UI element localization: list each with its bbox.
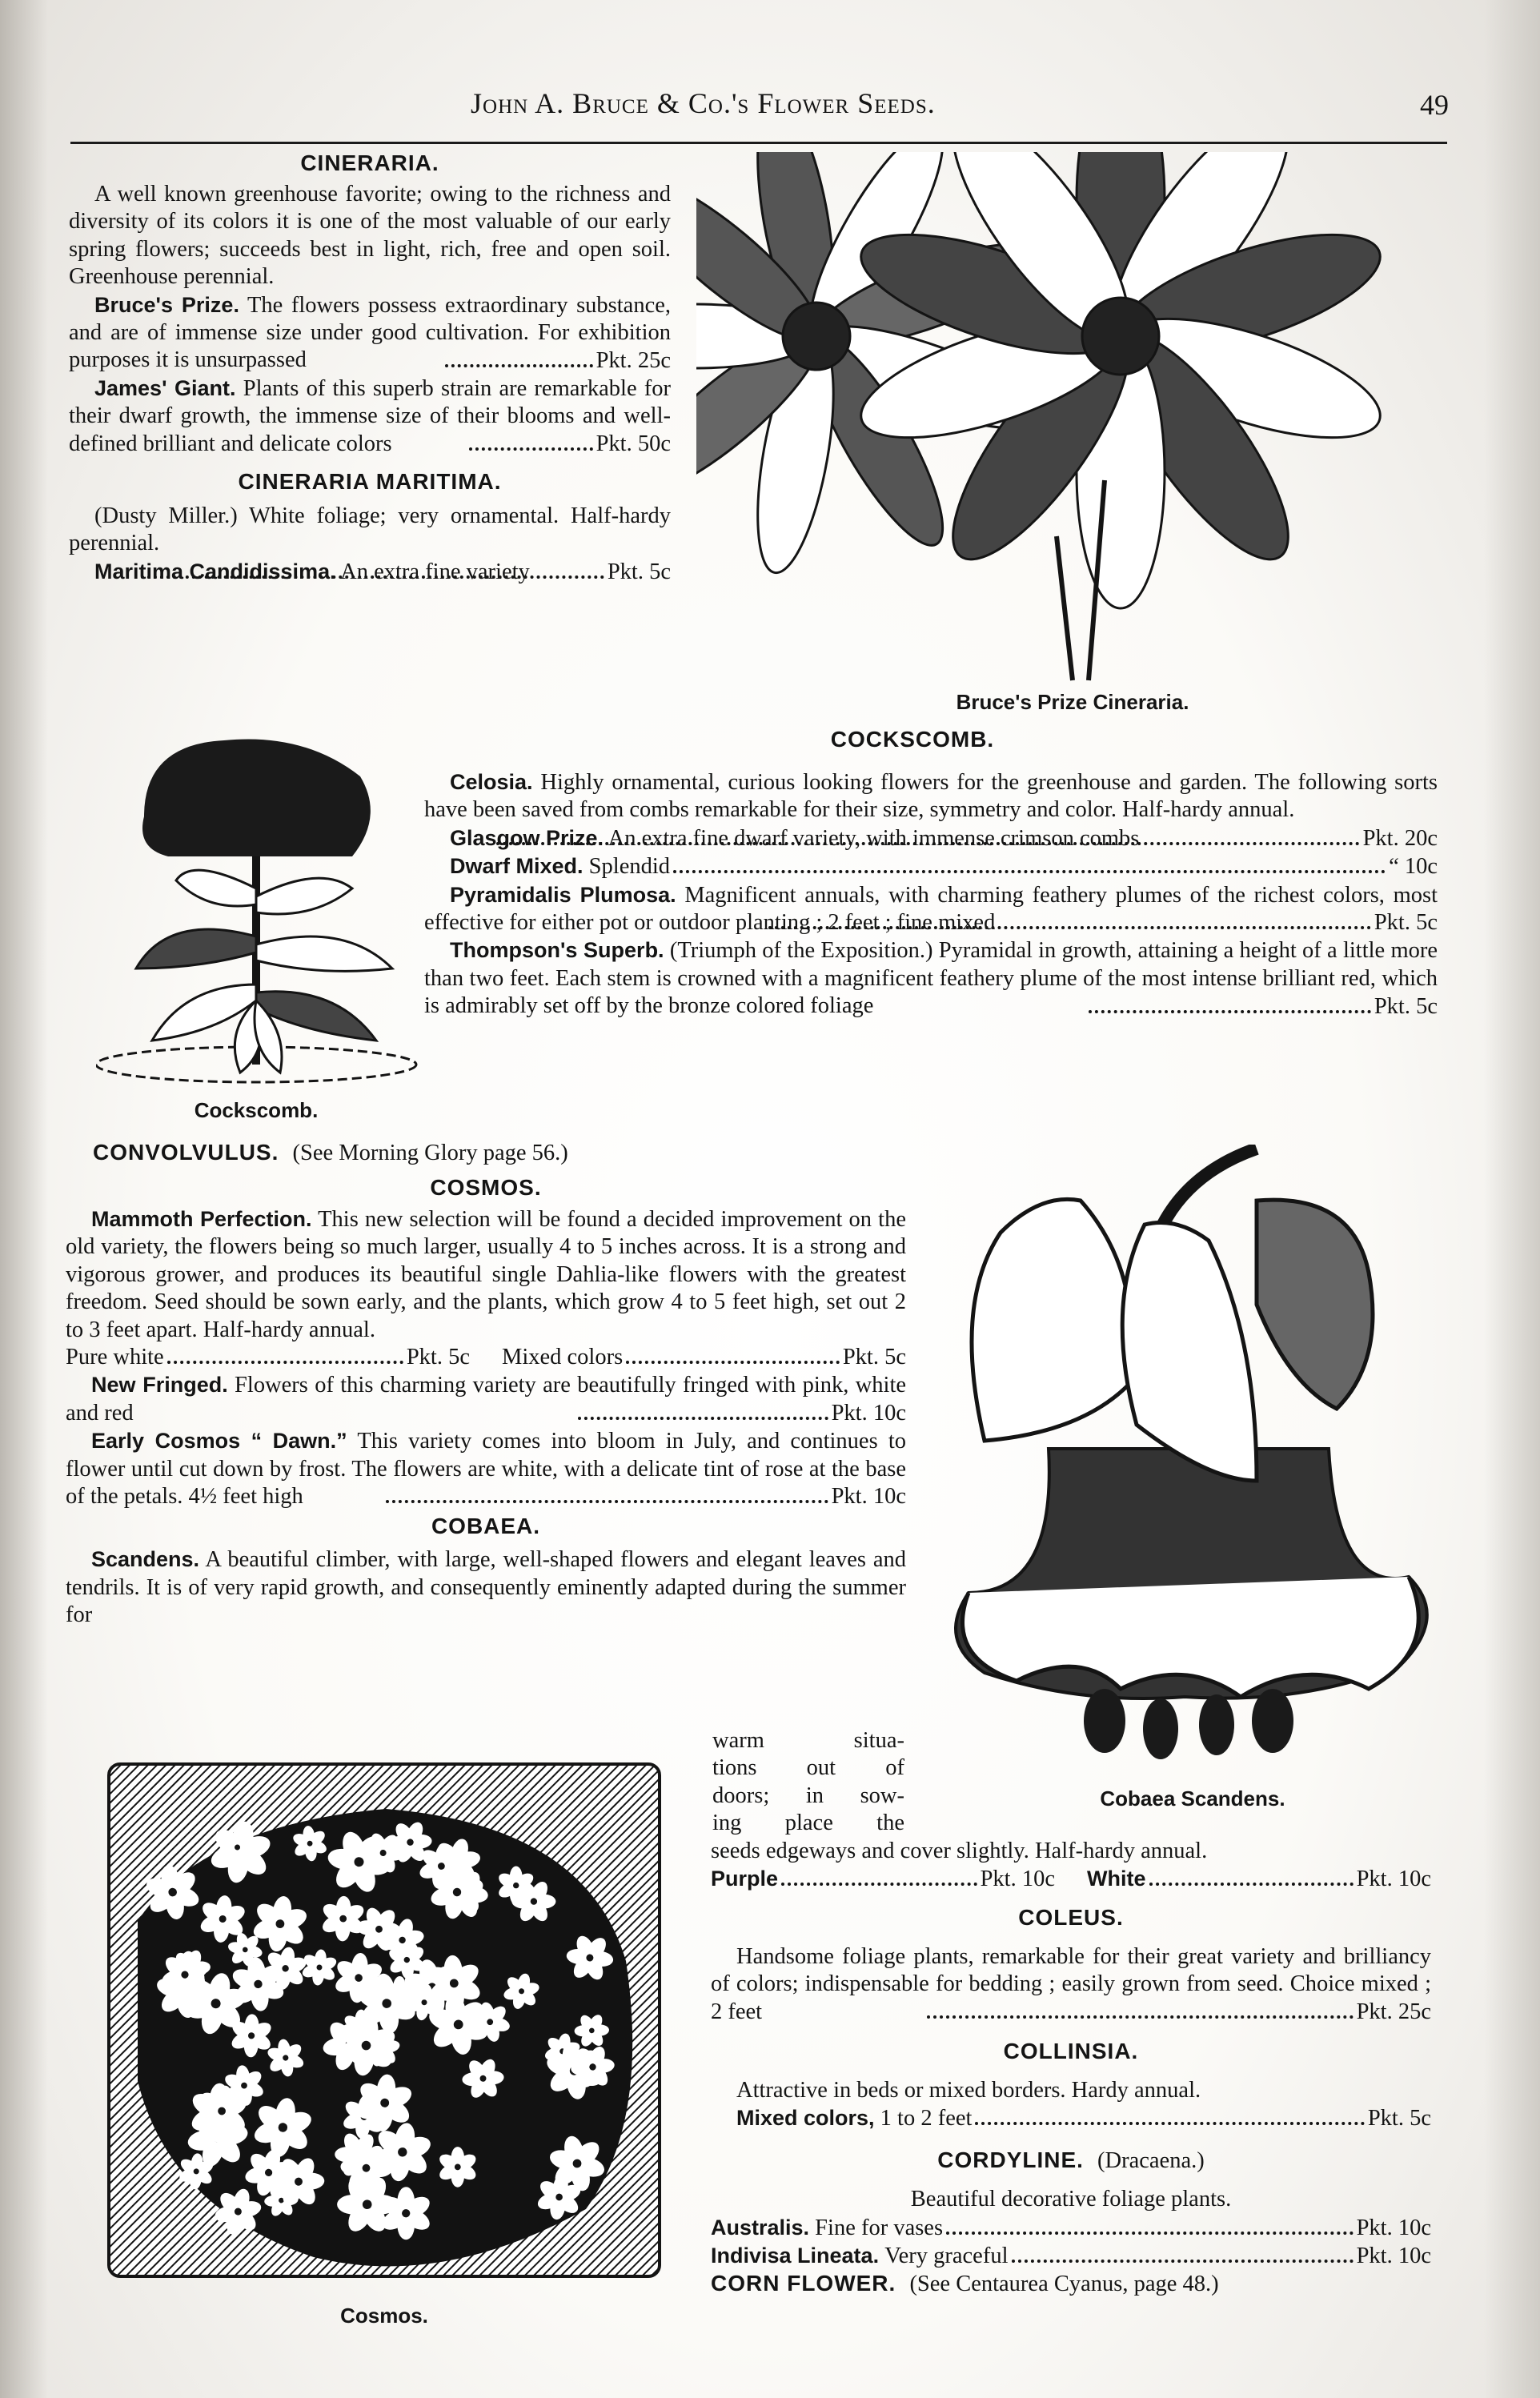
section-heading: COBAEA.: [431, 1514, 541, 1539]
leader-dots: [445, 364, 593, 367]
running-title: John A. Bruce & Co.'s Flower Seeds.: [471, 87, 936, 119]
cross-reference: (See Centaurea Cyanus, page 48.): [909, 2272, 1219, 2297]
cobaea-continuation: [711, 1838, 1431, 2299]
section-heading: CONVOLVULUS.: [93, 1140, 279, 1165]
price: Pkt. 25c: [1356, 1999, 1431, 2025]
cosmos-caption: Cosmos.: [340, 2304, 428, 2328]
price: Pkt. 5c: [1374, 993, 1438, 1019]
section-text: Beautiful decorative foliage plants.: [910, 2187, 1232, 2212]
color-option: [1087, 1865, 1431, 1893]
leader-dots: [927, 2015, 1354, 2019]
variety-description: This variety comes into bloom in July, and continues to flower until cut down by frost. The flowers are white, with a delicate tint of rose at the base of the petals. 4½ feet high: [66, 1429, 906, 1510]
variety-entry: [711, 2104, 1431, 2132]
variety-description: 1 to 2 feet: [880, 2106, 973, 2131]
section-cineraria: [69, 150, 671, 586]
variety-name: Scandens.: [91, 1547, 200, 1572]
cobaea-illustration: [920, 1145, 1457, 1761]
section-corn-flower: [711, 2270, 1431, 2298]
leader-dots: [673, 870, 1386, 873]
variety-description: A beautiful climber, with large, well-shaped flowers and elegant leaves and tendrils. It is of very rapid growth, and consequently eminently adapted during the summer for: [66, 1547, 906, 1628]
variety-name: James' Giant.: [94, 375, 236, 400]
section-heading: CORN FLOWER.: [711, 2271, 896, 2296]
variety-entry: [711, 2214, 1431, 2242]
leader-dots: [496, 842, 1360, 845]
variety-name: Thompson's Superb.: [450, 938, 664, 963]
color-option: [502, 1344, 906, 1371]
variety-name: New Fringed.: [91, 1373, 228, 1397]
leader-dots: [626, 1361, 840, 1364]
variety-name: Indivisa Lineata.: [711, 2244, 880, 2268]
variety-description: (Triumph of the Exposition.) Pyramidal in growth, attaining a height of a little more than two feet. Each stem is crowned with a magnificent feathery plume of the most intense brilliant red, which is admirably set off by the bronze colored foliage: [424, 938, 1438, 1019]
section-heading: CINERARIA MARITIMA.: [238, 469, 502, 495]
variety-name: Mixed colors,: [736, 2106, 875, 2131]
color-option: [711, 1865, 1055, 1893]
leader-dots: [469, 447, 593, 451]
leader-dots: [768, 926, 1371, 929]
variety-name: Glasgow Prize.: [450, 825, 604, 850]
variety-description: Magnificent annuals, with charming feathery plumes of the richest colors, most effective for either pot or outdoor planting ; 2 feet ; fine mixed: [424, 882, 1438, 936]
cosmos-illustration: [106, 1761, 666, 2289]
leader-dots: [946, 2232, 1354, 2235]
variety-entry: [711, 2242, 1431, 2270]
price: Pkt. 5c: [1367, 2106, 1431, 2131]
price: Pkt. 50c: [596, 431, 671, 457]
variety-name: Celosia.: [450, 770, 533, 794]
leader-dots: [141, 575, 604, 579]
page-number: 49: [1420, 89, 1449, 121]
section-heading: COSMOS.: [430, 1175, 542, 1200]
variety-entry: [66, 1546, 906, 1629]
cobaea-stamens: [1084, 1689, 1293, 1759]
variety-name: Mammoth Perfection.: [91, 1207, 312, 1231]
color-label: Purple: [711, 1867, 779, 1891]
variety-entry: [66, 1205, 906, 1344]
section-heading: CINERARIA.: [300, 150, 439, 175]
section-cosmos: [66, 1175, 906, 1630]
leader-dots: [386, 1500, 828, 1503]
leader-dots: [1012, 2260, 1354, 2263]
cineraria-illustration: [696, 152, 1441, 688]
color-label: Pure white: [66, 1345, 164, 1370]
price: Pkt. 10c: [831, 1401, 906, 1426]
variety-entry: [424, 852, 1438, 880]
price: Pkt. 5c: [1374, 910, 1438, 936]
variety-description: An extra fine variety: [340, 559, 530, 584]
color-label: Mixed colors: [502, 1345, 624, 1370]
section-intro: [424, 768, 1438, 824]
cineraria-caption: Bruce's Prize Cineraria.: [956, 690, 1189, 714]
variety-description: Very graceful: [884, 2244, 1009, 2269]
variety-name: Australis.: [711, 2215, 810, 2240]
cobaea-bracts: [972, 1199, 1373, 1481]
variety-description: The flowers possess extraordinary substance, and are of immense size under good cultivation. For exhibition purposes it is unsurpassed: [69, 292, 671, 373]
price: Pkt. 5c: [842, 1345, 906, 1370]
leader-dots: [1149, 1883, 1354, 1886]
price: Pkt. 10c: [980, 1867, 1055, 1892]
section-cockscomb: [424, 768, 1438, 1021]
color-option: [66, 1344, 470, 1371]
header-rule: [70, 142, 1447, 144]
color-price-row: [711, 1865, 1431, 1893]
leader-dots: [167, 1361, 403, 1364]
section-text: seeds edgeways and cover slightly. Half-hardy annual.: [711, 1839, 1208, 1863]
section-intro-text: Highly ornamental, curious looking flowers for the greenhouse and garden. The following sorts have been saved from combs remarkable for their size, symmetry and color. Half-hardy annual.: [424, 770, 1438, 823]
leader-dots: [781, 1883, 977, 1886]
section-text: Attractive in beds or mixed borders. Hardy annual.: [736, 2078, 1201, 2103]
variety-description: Flowers of this charming variety are beautifully fringed with pink, white and red: [66, 1373, 907, 1426]
section-heading: COLEUS.: [1018, 1904, 1124, 1930]
page-edge-shadow-right: [1484, 0, 1540, 2398]
price: Pkt. 10c: [1356, 2215, 1431, 2240]
variety-name: Dwarf Mixed.: [450, 854, 584, 879]
price: Pkt. 5c: [406, 1345, 470, 1370]
price: Pkt. 10c: [1356, 2244, 1431, 2269]
cobaea-narrow-text: [712, 1727, 904, 1838]
price: Pkt. 5c: [607, 559, 671, 585]
section-heading: COCKSCOMB.: [830, 727, 995, 752]
cobaea-caption: Cobaea Scandens.: [1100, 1786, 1285, 1811]
variety-description: Splendid: [588, 854, 671, 880]
section-text: Handsome foliage plants, remarkable for their great variety and brilliancy of colors; indispensable for bedding ; easily grown from seed. Choice mixed ; 2 feet: [711, 1943, 1431, 2024]
variety-description: This new selection will be found a decided improvement on the old variety, the flowers being so much larger, usually 4 to 5 inches across. It is a strong and vigorous grower, and produces its beautiful single Dahlia-like flowers with the greatest freedom. Seed should be sown early, and the plants, which grow 4 to 5 feet high, set out 2 to 3 feet apart. Half-hardy annual.: [66, 1207, 906, 1342]
cockscomb-bloom: [142, 739, 371, 856]
price: Pkt. 25c: [596, 347, 671, 373]
leader-dots: [1089, 1010, 1371, 1013]
price-row: [711, 1999, 1431, 2026]
section-heading: CORDYLINE.: [937, 2147, 1084, 2172]
cross-reference: (See Morning Glory page 56.): [292, 1141, 568, 1165]
text-line: tions out of: [712, 1755, 904, 1781]
cockscomb-caption: Cockscomb.: [194, 1098, 319, 1122]
price-row: [66, 1400, 906, 1427]
leader-dots: [975, 2122, 1364, 2125]
section-subheading: (Dracaena.): [1097, 2147, 1205, 2173]
color-price-row: [66, 1344, 906, 1371]
section-convolvulus: [93, 1140, 893, 1167]
cockscomb-leaves: [136, 870, 392, 1073]
leader-dots: [578, 1417, 828, 1420]
price: Pkt. 20c: [1362, 826, 1438, 852]
variety-name: Pyramidalis Plumosa.: [450, 882, 676, 907]
variety-description: Plants of this superb strain are remarkable for their dwarf growth, the immense size of their blooms and well-defined brilliant and delicate colors: [69, 375, 671, 456]
text-line: ing place the: [712, 1811, 904, 1836]
variety-description: An extra fine dwarf variety, with immense crimson combs: [608, 825, 1140, 851]
section-heading-row: [711, 2147, 1431, 2175]
variety-name: Early Cosmos “ Dawn.”: [91, 1429, 347, 1454]
variety-name: Bruce's Prize.: [94, 292, 239, 317]
section-heading: COLLINSIA.: [1003, 2039, 1139, 2064]
text-line: warm situa-: [712, 1728, 904, 1753]
price: Pkt. 10c: [831, 1484, 906, 1510]
variety-description: Fine for vases: [815, 2215, 944, 2240]
section-intro: (Dusty Miller.) White foliage; very ornamental. Half-hardy perennial.: [69, 503, 671, 556]
text-line: doors; in sow-: [712, 1782, 904, 1808]
price: Pkt. 10c: [1356, 1867, 1431, 1892]
page-edge-shadow: [0, 0, 48, 2398]
variety-name: Maritima Candidissima.: [94, 559, 336, 583]
section-intro: A well known greenhouse favorite; owing to the richness and diversity of its colors it is one of the most valuable of our early spring flowers; succeeds best in light, rich, free and open soil. Greenhouse perennial.: [69, 182, 671, 290]
cockscomb-illustration: [96, 728, 432, 1089]
price: “ 10c: [1389, 854, 1438, 880]
page-header: [64, 86, 1449, 134]
color-label: White: [1087, 1867, 1146, 1891]
